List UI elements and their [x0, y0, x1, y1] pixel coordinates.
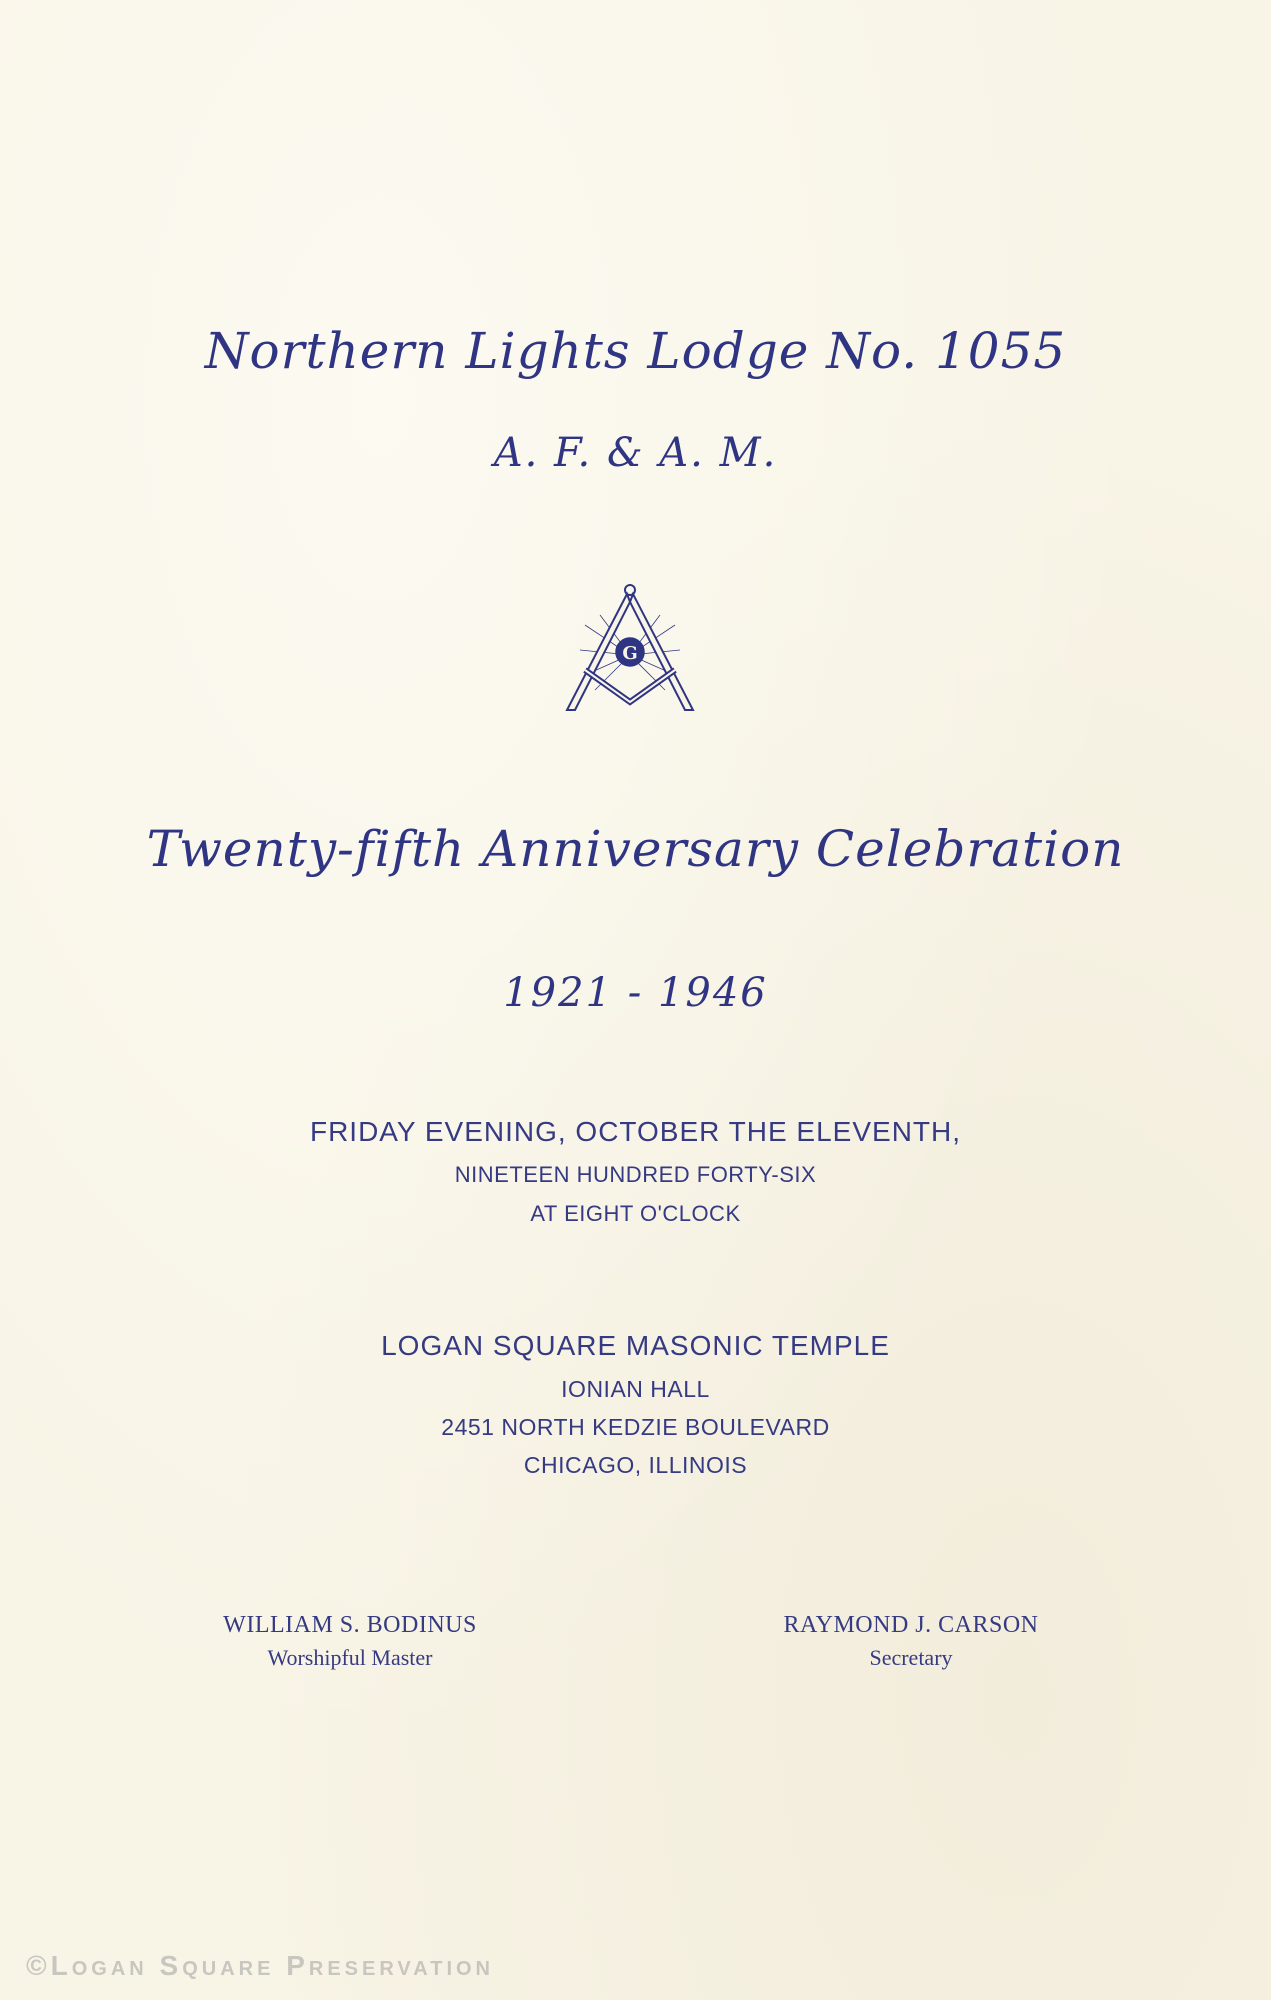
event-time-line: AT EIGHT O'CLOCK	[530, 1201, 741, 1226]
event-year-line: NINETEEN HUNDRED FORTY-SIX	[454, 1162, 817, 1187]
officer-name: WILLIAM S. BODINUS	[223, 1612, 477, 1638]
celebration-years: 1921 - 1946	[503, 970, 768, 1016]
lodge-name-heading: Northern Lights Lodge No. 1055	[204, 322, 1067, 380]
officer-worshipful-master	[170, 1612, 530, 1671]
officer-title: Secretary	[869, 1645, 953, 1670]
emblem-letter: G	[622, 643, 638, 664]
degrees-heading: A. F. & A. M.	[493, 430, 778, 476]
venue-city: CHICAGO, ILLINOIS	[523, 1452, 748, 1478]
celebration-title: Twenty-fifth Anniversary Celebration	[146, 820, 1125, 878]
event-date-line: FRIDAY EVENING, OCTOBER THE ELEVENTH,	[309, 1116, 962, 1147]
copyright-watermark: ©Logan Square Preservation	[26, 1950, 495, 1981]
venue-street: 2451 NORTH KEDZIE BOULEVARD	[441, 1414, 830, 1440]
officer-title: Worshipful Master	[267, 1645, 433, 1670]
officer-secretary	[731, 1612, 1091, 1671]
venue-hall: IONIAN HALL	[561, 1376, 710, 1402]
square-and-compass-icon	[555, 580, 705, 715]
officer-name: RAYMOND J. CARSON	[783, 1612, 1039, 1638]
venue-name: LOGAN SQUARE MASONIC TEMPLE	[381, 1330, 890, 1361]
